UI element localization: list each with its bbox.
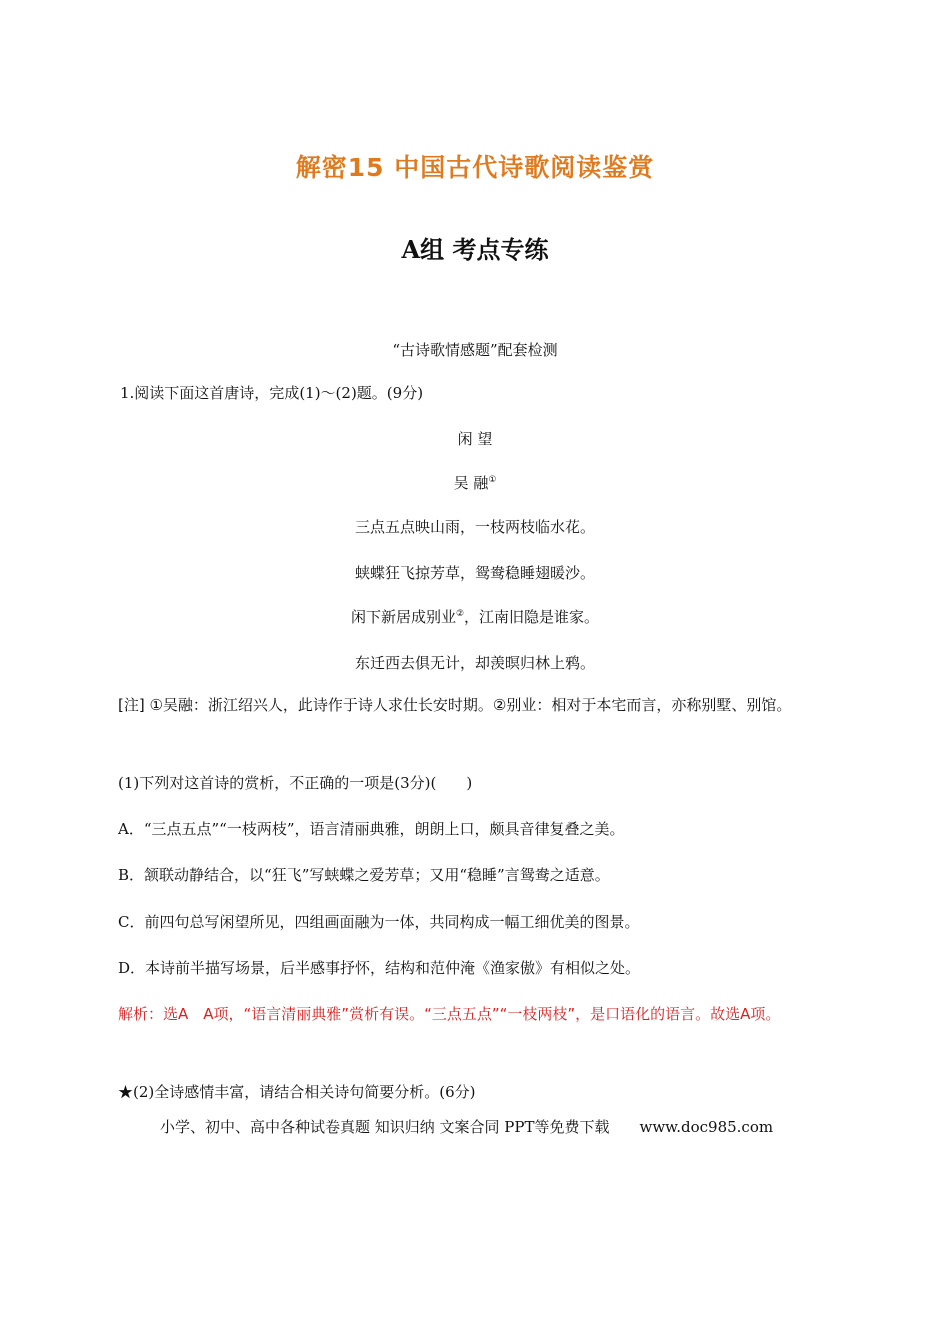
- sub-question-2: ★(2)全诗感情丰富，请结合相关诗句简要分析。(6分): [118, 1083, 476, 1101]
- poem-title: 闲 望: [457, 430, 493, 448]
- footer: 小学、初中、高中各种试卷真题 知识归纳 文案合同 PPT等免费下载 www.doc985.com: [160, 1118, 774, 1136]
- poem-author-name: 吴 融: [453, 474, 489, 492]
- group-heading: A组 考点专练: [401, 235, 549, 264]
- poem-line-2: 蛱蝶狂飞掠芳草，鸳鸯稳睡翅暖沙。: [354, 564, 595, 582]
- poem-line-3a: 闲下新居成别业: [350, 608, 456, 626]
- poem-author: [0, 472, 950, 493]
- page-title: 解密15 中国古代诗歌阅读鉴赏: [295, 153, 655, 182]
- sub-question-1: (1)下列对这首诗的赏析，不正确的一项是(3分)( ): [118, 774, 473, 792]
- poem-line-3: [0, 606, 950, 627]
- poem-line-1: 三点五点映山雨，一枝两枝临水花。: [354, 518, 595, 536]
- poem-line-4: 东迁西去俱无计，却羡暝归林上鸦。: [354, 654, 595, 672]
- answer-explanation: 解析：选A A项，“语言清丽典雅”赏析有误。“三点五点”“一枝两枝”，是口语化的语言。故选A项。: [118, 1005, 781, 1023]
- question-1: 1.阅读下面这首唐诗，完成(1)～(2)题。(9分): [120, 384, 424, 402]
- option-d: D．本诗前半描写场景，后半感事抒怀，结构和范仲淹《渔家傲》有相似之处。: [118, 959, 641, 977]
- poem-author-note: ①: [488, 475, 497, 485]
- option-c: C．前四句总写闲望所见，四组画面融为一体，共同构成一幅工细优美的图景。: [118, 913, 640, 931]
- option-b: B．颔联动静结合，以“狂飞”写蛱蝶之爱芳草；又用“稳睡”言鸳鸯之适意。: [118, 866, 610, 884]
- option-a: A．“三点五点”“一枝两枝”，语言清丽典雅，朗朗上口，颇具音律复叠之美。: [118, 820, 625, 838]
- poem-line-3b: ，江南旧隐是谁家。: [464, 608, 600, 626]
- poem-note: [注] ①吴融：浙江绍兴人，此诗作于诗人求仕长安时期。②别业：相对于本宅而言，亦称别墅、别馆。: [118, 696, 792, 714]
- poem-line-3-note: ②: [455, 609, 465, 619]
- section-label: “古诗歌情感题”配套检测: [392, 341, 558, 359]
